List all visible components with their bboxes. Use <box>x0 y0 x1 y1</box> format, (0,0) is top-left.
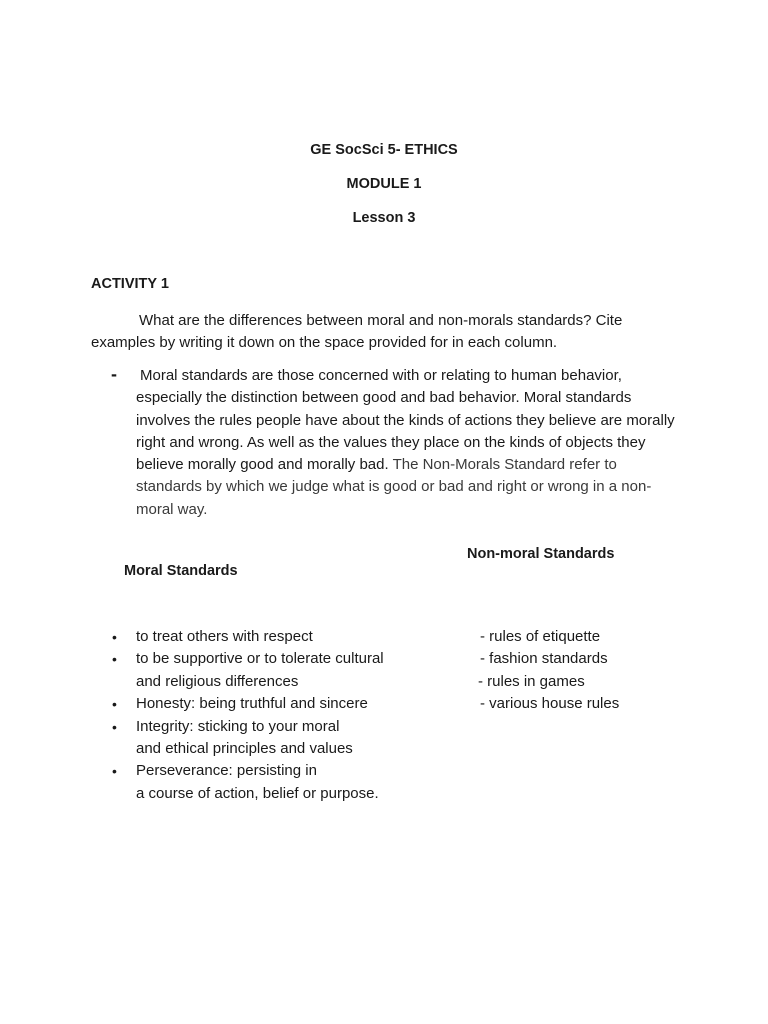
moral-standards-definition: Moral standards are those concerned with or relating to human behavior, especially the distinction between good and bad behavior. Moral standards involves the rules people have about the kinds of actions they believe are morally right and wrong. As well as the values they place on the kinds of objects they believe morally good and morally bad. <box>136 367 675 474</box>
bullet-icon: • <box>112 629 117 645</box>
list-item: - rules of etiquette <box>480 628 601 645</box>
nonmoral-standards-definition: The Non-Morals Standard refer to standards by which we judge what is good or bad and right or wrong in a non-moral way. <box>136 456 652 518</box>
bullet-icon: • <box>112 651 117 668</box>
list-item <box>108 716 438 761</box>
dash-marker: - <box>111 364 117 384</box>
moral-item-text: Perseverance: persisting in <box>136 762 317 780</box>
list-item <box>108 648 438 693</box>
moral-item-text: Integrity: sticking to your moral <box>136 717 340 735</box>
activity-title: ACTIVITY 1 <box>91 276 169 292</box>
moral-item-continuation: a course of action, belief or purpose. <box>136 784 379 802</box>
list-item <box>108 760 438 805</box>
nonmoral-standards-list <box>480 626 619 716</box>
moral-standards-list <box>108 626 438 805</box>
standards-explanation <box>136 365 676 521</box>
moral-item-continuation: and ethical principles and values <box>136 740 353 758</box>
module-title: MODULE 1 <box>346 176 422 192</box>
moral-item-text: to treat others with respect <box>136 628 313 645</box>
bullet-icon: • <box>112 696 117 713</box>
list-item: - various house rules <box>480 695 620 713</box>
lesson-title: Lesson 3 <box>352 210 416 226</box>
list-item <box>108 693 438 715</box>
bullet-icon: • <box>112 763 117 780</box>
moral-item-continuation: and religious differences <box>136 672 299 690</box>
list-item: - rules in games <box>478 672 585 690</box>
activity-question: What are the differences between moral and non-morals standards? Cite examples by writing it down on the space provided for in each column. <box>91 312 623 351</box>
list-item <box>108 626 438 648</box>
list-item: - fashion standards <box>480 650 608 668</box>
bullet-icon: • <box>112 718 117 735</box>
course-title: GE SocSci 5- ETHICS <box>310 142 458 158</box>
moral-item-text: to be supportive or to tolerate cultural <box>136 650 384 668</box>
moral-item-text: Honesty: being truthful and sincere <box>136 695 368 713</box>
nonmoral-standards-heading: Non-moral Standards <box>467 546 615 562</box>
moral-standards-heading: Moral Standards <box>124 563 238 579</box>
